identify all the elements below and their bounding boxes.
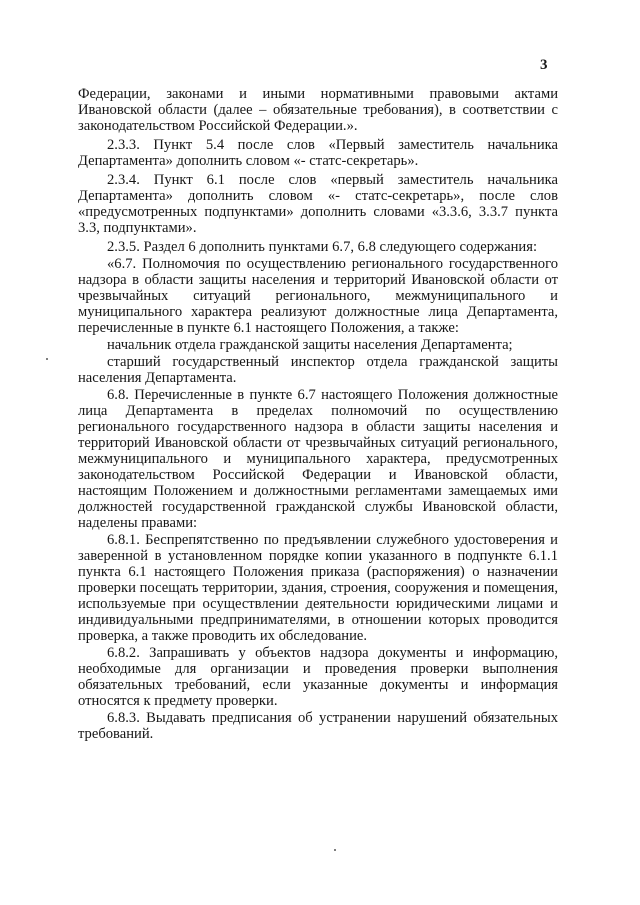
scan-speck (334, 849, 336, 851)
paragraph-6-8-1: 6.8.1. Беспрепятственно по предъявлении служебного удостоверения и заверенной в установленном порядке копии указанного в подпункте 6.1.1 пункта 6.1 настоящего Положения приказа (распоряжения) о назначении проверки посещать территории, здания, строения, сооружения и помещения, используемые при осуществлении деятельности юридическими лицами и индивидуальными предпринимателями, в отношении которых проводится проверка, а также проводить их обследование. (78, 532, 558, 644)
paragraph-list-item-2: старший государственный инспектор отдела гражданской защиты населения Департамента. (78, 354, 558, 386)
paragraph-6-8: 6.8. Перечисленные в пункте 6.7 настоящего Положения должностные лица Департамента в пределах полномочий по осуществлению регионального государственного надзора в области защиты населения и территорий Ивановской области от чрезвычайных ситуаций регионального, межмуниципального и муниципального характера, предусмотренных законодательством Российской Федерации и Ивановской области, настоящим Положением и должностными регламентами замещаемых ими должностей государственной гражданской службы Ивановской области, наделены правами: (78, 387, 558, 531)
paragraph-2-3-5: 2.3.5. Раздел 6 дополнить пунктами 6.7, 6.8 следующего содержания: (107, 239, 538, 255)
paragraph-6-8-2: 6.8.2. Запрашивать у объектов надзора документы и информацию, необходимые для организации и проведения проверки выполнения обязательных требований, если указанные документы и информация относятся к предмету проверки. (78, 645, 558, 709)
scan-speck (46, 358, 48, 360)
document-body (78, 86, 558, 743)
paragraph-continuation: Федерации, законами и иными нормативными правовыми актами Ивановской области (далее – обязательные требования), в соответствии с законодательством Российской Федерации.». (78, 86, 558, 134)
paragraph-list-item-1: начальник отдела гражданской защиты населения Департамента; (107, 337, 513, 353)
paragraph-6-8-3: 6.8.3. Выдавать предписания об устранении нарушений обязательных требований. (78, 710, 558, 742)
paragraph-2-3-3: 2.3.3. Пункт 5.4 после слов «Первый заместитель начальника Департамента» дополнить словом «- статс-секретарь». (78, 137, 558, 169)
paragraph-2-3-4: 2.3.4. Пункт 6.1 после слов «первый заместитель начальника Департамента» дополнить словом «- статс-секретарь», после слов «предусмотренных подпунктами» дополнить словами «3.3.6, 3.3.7 пункта 3.3, подпунктами». (78, 172, 558, 236)
paragraph-6-7: «6.7. Полномочия по осуществлению регионального государственного надзора в области защиты населения и территорий Ивановской области от чрезвычайных ситуаций регионального, межмуниципального и муниципального характера реализуют должностные лица Департамента, перечисленные в пункте 6.1 настоящего Положения, а также: (78, 256, 558, 336)
page-number: 3 (540, 57, 548, 73)
